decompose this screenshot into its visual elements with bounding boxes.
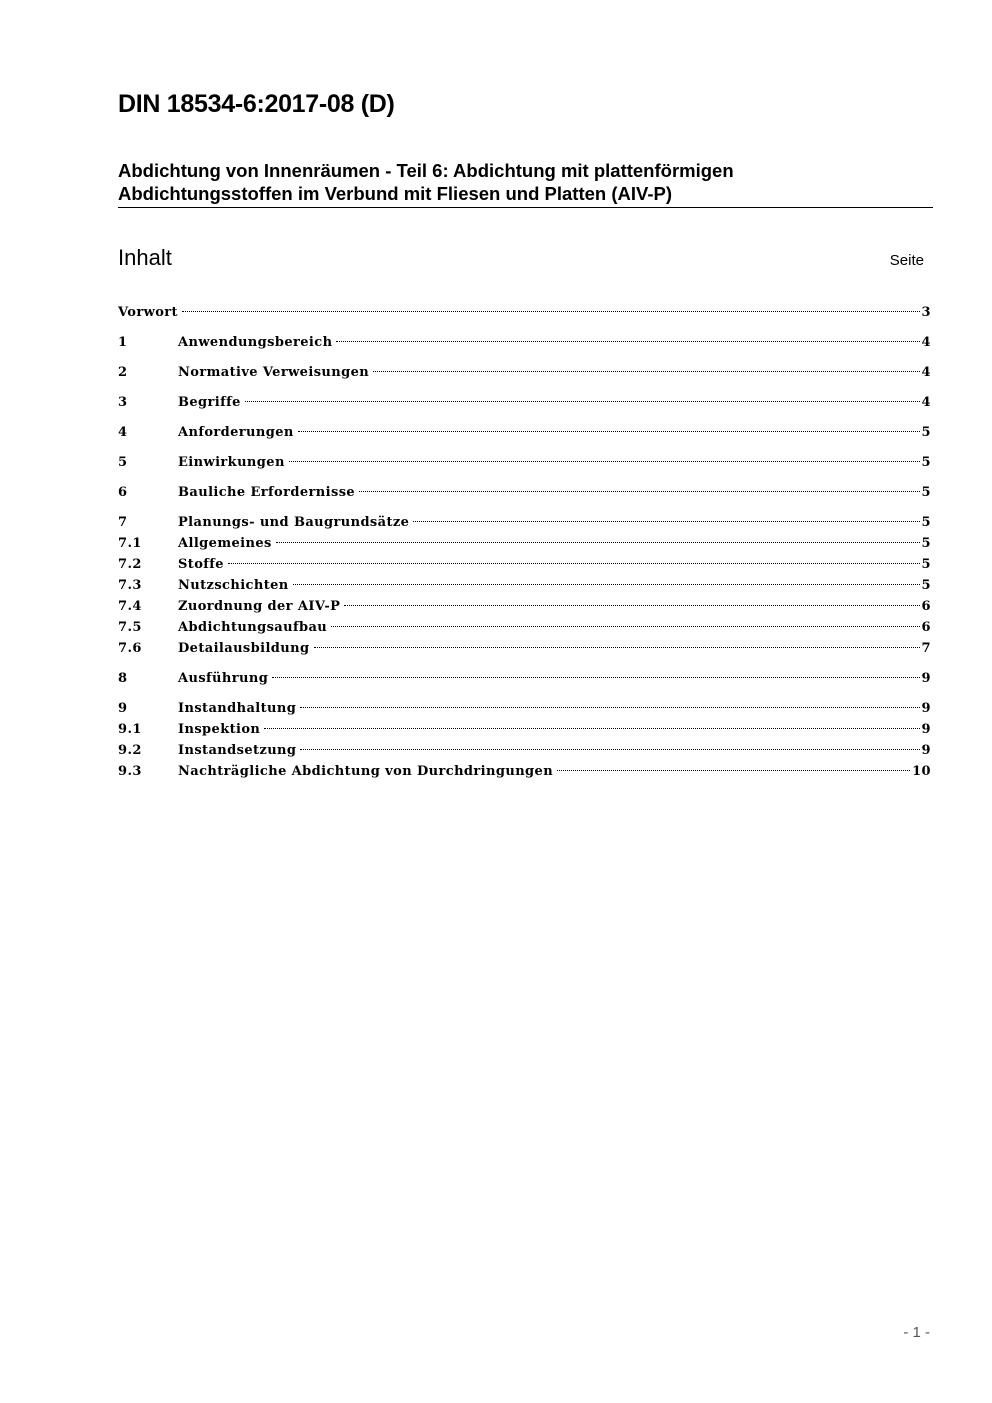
toc-dot-leader [300, 707, 919, 708]
toc-dot-leader [245, 401, 920, 402]
document-title: DIN 18534-6:2017-08 (D) [118, 90, 395, 118]
toc-entry-number: 4 [118, 425, 128, 440]
toc-dot-leader [272, 677, 919, 678]
toc-entry-6[interactable] [118, 482, 931, 503]
document-subtitle [118, 159, 933, 208]
toc-dot-leader [331, 626, 919, 627]
toc-dot-leader [228, 563, 920, 564]
toc-dot-leader [359, 491, 919, 492]
toc-entry-label: Bauliche Erfordernisse [178, 482, 357, 503]
toc-dot-leader [314, 647, 920, 648]
toc-entry-4[interactable] [118, 422, 931, 443]
toc-entry-2[interactable] [118, 362, 931, 383]
toc-dot-leader [557, 770, 910, 771]
toc-dot-leader [413, 521, 919, 522]
toc-entry-3[interactable] [118, 392, 931, 413]
toc-page-column-label: Seite [889, 252, 924, 269]
toc-entry-7-3[interactable] [118, 575, 931, 596]
toc-dot-leader [276, 542, 920, 543]
toc-entry-label: Abdichtungsaufbau [178, 617, 329, 638]
toc-entry-page: 5 [921, 578, 931, 593]
toc-entry-number: 7.2 [118, 557, 142, 572]
toc-entry-number: 7.6 [118, 641, 142, 656]
toc-entry-9-1[interactable] [118, 719, 931, 740]
toc-entry-page: 5 [921, 557, 931, 572]
toc-entry-number: 9.2 [118, 743, 142, 758]
toc-entry-label: Anforderungen [178, 422, 296, 443]
toc-entry-page: 9 [921, 722, 931, 737]
toc-entry-number: 1 [118, 335, 128, 350]
toc-entry-9-3[interactable] [118, 761, 931, 782]
toc-entry-7-6[interactable] [118, 638, 931, 659]
document-subtitle-line-2: Abdichtungsstoffen im Verbund mit Fliesen und Platten (AIV-P) [118, 183, 672, 204]
toc-entry-number: 7.4 [118, 599, 142, 614]
toc-entry-number: 6 [118, 485, 128, 500]
toc-entry-label: Ausführung [178, 668, 270, 689]
toc-entry-label: Vorwort [118, 302, 180, 323]
toc-entry-label: Instandsetzung [178, 740, 298, 761]
toc-entry-7-4[interactable] [118, 596, 931, 617]
toc-entry-label: Normative Verweisungen [178, 362, 371, 383]
toc-entry-label: Anwendungsbereich [178, 332, 334, 353]
toc-entry-number: 3 [118, 395, 128, 410]
toc-entry-page: 9 [921, 743, 931, 758]
toc-entry-number: 8 [118, 671, 128, 686]
toc-entry-label: Zuordnung der AIV-P [178, 596, 342, 617]
toc-dot-leader [293, 584, 920, 585]
toc-entry-label: Inspektion [178, 719, 262, 740]
toc-entry-number: 9 [118, 701, 128, 716]
toc-dot-leader [182, 311, 920, 312]
toc-entry-label: Allgemeines [178, 533, 274, 554]
toc-entry-number: 7.3 [118, 578, 142, 593]
toc-entry-label: Stoffe [178, 554, 226, 575]
toc-entry-page: 4 [921, 395, 931, 410]
toc-dot-leader [289, 461, 920, 462]
toc-entry-7-2[interactable] [118, 554, 931, 575]
toc-entry-page: 6 [921, 599, 931, 614]
toc-entry-page: 5 [921, 536, 931, 551]
toc-entry-number: 7 [118, 515, 128, 530]
toc-entry-5[interactable] [118, 452, 931, 473]
toc-entry-page: 6 [921, 620, 931, 635]
toc-entry-9-2[interactable] [118, 740, 931, 761]
toc-entry-page: 4 [921, 335, 931, 350]
toc-entry-page: 5 [921, 455, 931, 470]
toc-entry-number: 9.1 [118, 722, 142, 737]
toc-dot-leader [344, 605, 919, 606]
toc-entry-label: Einwirkungen [178, 452, 287, 473]
toc-entry-label: Nachträgliche Abdichtung von Durchdringungen [178, 761, 555, 782]
toc-entry-page: 3 [921, 305, 931, 320]
toc-entry-page: 9 [921, 671, 931, 686]
toc-entry-number: 9.3 [118, 764, 142, 779]
toc-entry-label: Nutzschichten [178, 575, 291, 596]
toc-entry-page: 4 [921, 365, 931, 380]
toc-entry-1[interactable] [118, 332, 931, 353]
toc-heading: Inhalt [118, 245, 172, 270]
table-of-contents [118, 302, 931, 782]
toc-entry-vorwort[interactable] [118, 302, 931, 323]
toc-entry-page: 5 [921, 485, 931, 500]
toc-entry-7[interactable] [118, 512, 931, 533]
toc-dot-leader [336, 341, 919, 342]
toc-dot-leader [264, 728, 919, 729]
toc-entry-7-1[interactable] [118, 533, 931, 554]
document-subtitle-line-1: Abdichtung von Innenräumen - Teil 6: Abdichtung mit plattenförmigen [118, 160, 734, 181]
toc-entry-9[interactable] [118, 698, 931, 719]
toc-entry-label: Begriffe [178, 392, 243, 413]
toc-entry-7-5[interactable] [118, 617, 931, 638]
toc-entry-number: 5 [118, 455, 128, 470]
toc-dot-leader [373, 371, 919, 372]
toc-entry-page: 10 [912, 764, 931, 779]
toc-entry-label: Planungs- und Baugrundsätze [178, 512, 411, 533]
toc-entry-page: 5 [921, 425, 931, 440]
toc-entry-number: 2 [118, 365, 128, 380]
page-number: - 1 - [903, 1324, 930, 1341]
toc-entry-number: 7.1 [118, 536, 142, 551]
toc-dot-leader [298, 431, 920, 432]
toc-dot-leader [300, 749, 919, 750]
toc-entry-label: Detailausbildung [178, 638, 312, 659]
toc-entry-label: Instandhaltung [178, 698, 298, 719]
toc-entry-page: 7 [921, 641, 931, 656]
toc-entry-page: 5 [921, 515, 931, 530]
toc-entry-number: 7.5 [118, 620, 142, 635]
toc-entry-page: 9 [921, 701, 931, 716]
toc-entry-8[interactable] [118, 668, 931, 689]
